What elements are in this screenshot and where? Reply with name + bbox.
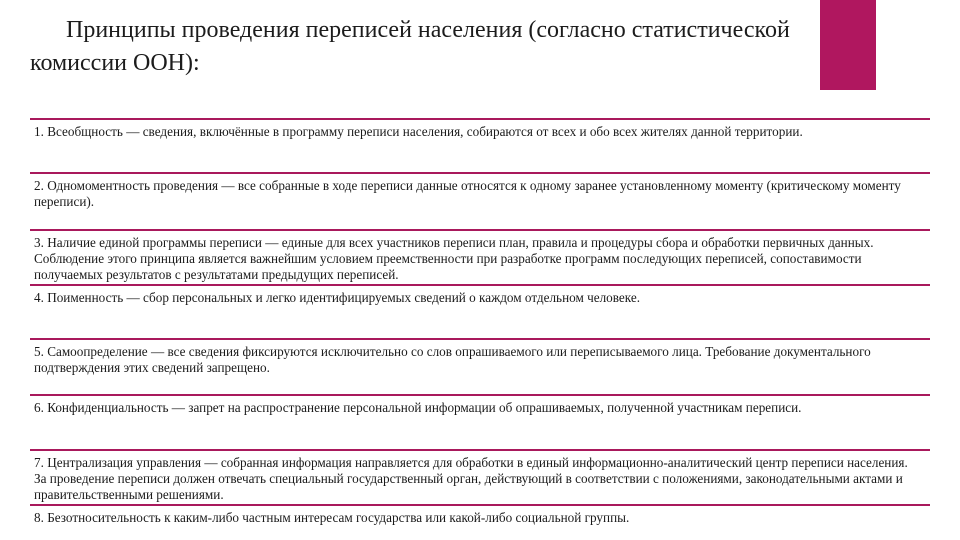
principle-text: 2. Одномоментность проведения — все собранные в ходе переписи данные относятся к одному заранее установленному моменту (критическому моменту переписи).	[34, 178, 901, 209]
principle-item-6	[30, 394, 930, 449]
principle-text: 3. Наличие единой программы переписи — единые для всех участников переписи план, правила и процедуры сбора и обработки первичных данных. Соблюдение этого принципа является важнейшим условием преемственности при разработке программ последующих переписей, сопоставимости получаемых результатов с результатами предыдущих переписей.	[34, 235, 874, 282]
principle-item-8	[30, 504, 930, 540]
principle-item-2	[30, 172, 930, 229]
principle-text: 1. Всеобщность — сведения, включённые в программу переписи населения, собираются от всех и обо всех жителях данной территории.	[34, 124, 803, 139]
accent-block	[820, 0, 876, 90]
principle-item-4	[30, 284, 930, 338]
principle-text: 4. Поименность — сбор персональных и легко идентифицируемых сведений о каждом отдельном человеке.	[34, 290, 640, 305]
principle-item-7	[30, 449, 930, 504]
principle-text: 7. Централизация управления — собранная информация направляется для обработки в единый информационно-аналитический центр переписи населения. За проведение переписи должен отвечать специальный государственный орган, действующий в соответствии с положениями, законодательными актами и правительственными решениями.	[34, 455, 908, 502]
principle-text: 5. Самоопределение — все сведения фиксируются исключительно со слов опрашиваемого или переписываемого лица. Требование документального подтверждения этих сведений запрещено.	[34, 344, 871, 375]
principle-text: 8. Безотносительность к каким-либо частным интересам государства или какой-либо социальной группы.	[34, 510, 630, 525]
principle-text: 6. Конфиденциальность — запрет на распространение персональной информации об опрашиваемых, полученной участникам переписи.	[34, 400, 802, 415]
principle-item-5	[30, 338, 930, 394]
principle-item-3	[30, 229, 930, 284]
principle-item-1	[30, 118, 930, 172]
slide-title: Принципы проведения переписей населения (согласно статистической комиссии ООН):	[30, 17, 790, 76]
